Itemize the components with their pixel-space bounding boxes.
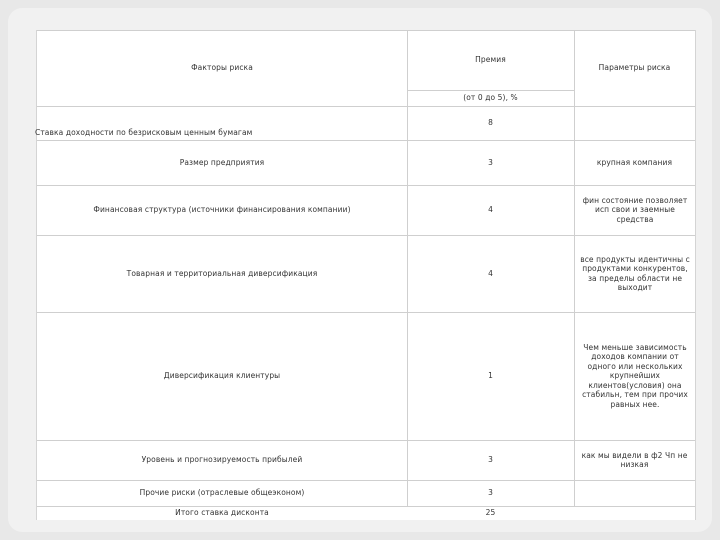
row-param xyxy=(574,480,695,506)
row-premium: 3 xyxy=(488,455,493,465)
row-factor: Прочие риски (отраслевые общеэконом) xyxy=(139,488,305,498)
row-factor: Финансовая структура (источники финансирования компании) xyxy=(93,205,351,215)
row-param: фин состояние позволяет исп свои и заемные средства xyxy=(582,195,688,224)
row-param: Чем меньше зависимость доходов компании от одного или нескольких крупнейших клиентов(условия) она стабильн, тем при прочих равных нее. xyxy=(582,342,688,409)
row-factor: Размер предприятия xyxy=(179,157,265,167)
row-param: крупная компания xyxy=(596,157,673,167)
row-premium: 4 xyxy=(488,268,493,278)
total-value: 25 xyxy=(485,508,496,518)
row-premium: 3 xyxy=(488,488,493,498)
header-factors: Факторы риска xyxy=(191,63,253,73)
row-premium: 3 xyxy=(488,157,493,167)
total-label: Итого ставка дисконта xyxy=(175,508,269,518)
row-param: все продукты идентичны с продуктами конкурентов, за пределы области не выходит xyxy=(580,254,690,292)
header-range: (от 0 до 5), % xyxy=(463,93,518,103)
row-premium: 1 xyxy=(488,371,493,381)
base-rate-value: 8 xyxy=(488,118,493,128)
row-param: как мы видели в ф2 Чп не низкая xyxy=(581,450,688,469)
row-factor: Диверсификация клиентуры xyxy=(163,371,281,381)
row-factor: Товарная и территориальная диверсификация xyxy=(126,268,318,278)
base-rate-label: Ставка доходности по безрисковым ценным бумагам xyxy=(35,128,253,138)
header-premium: Премия xyxy=(475,55,506,65)
row-factor: Уровень и прогнозируемость прибылей xyxy=(141,455,303,465)
row-premium: 4 xyxy=(488,205,493,215)
header-params: Параметры риска xyxy=(598,63,671,73)
discount-rate-table xyxy=(36,30,696,520)
